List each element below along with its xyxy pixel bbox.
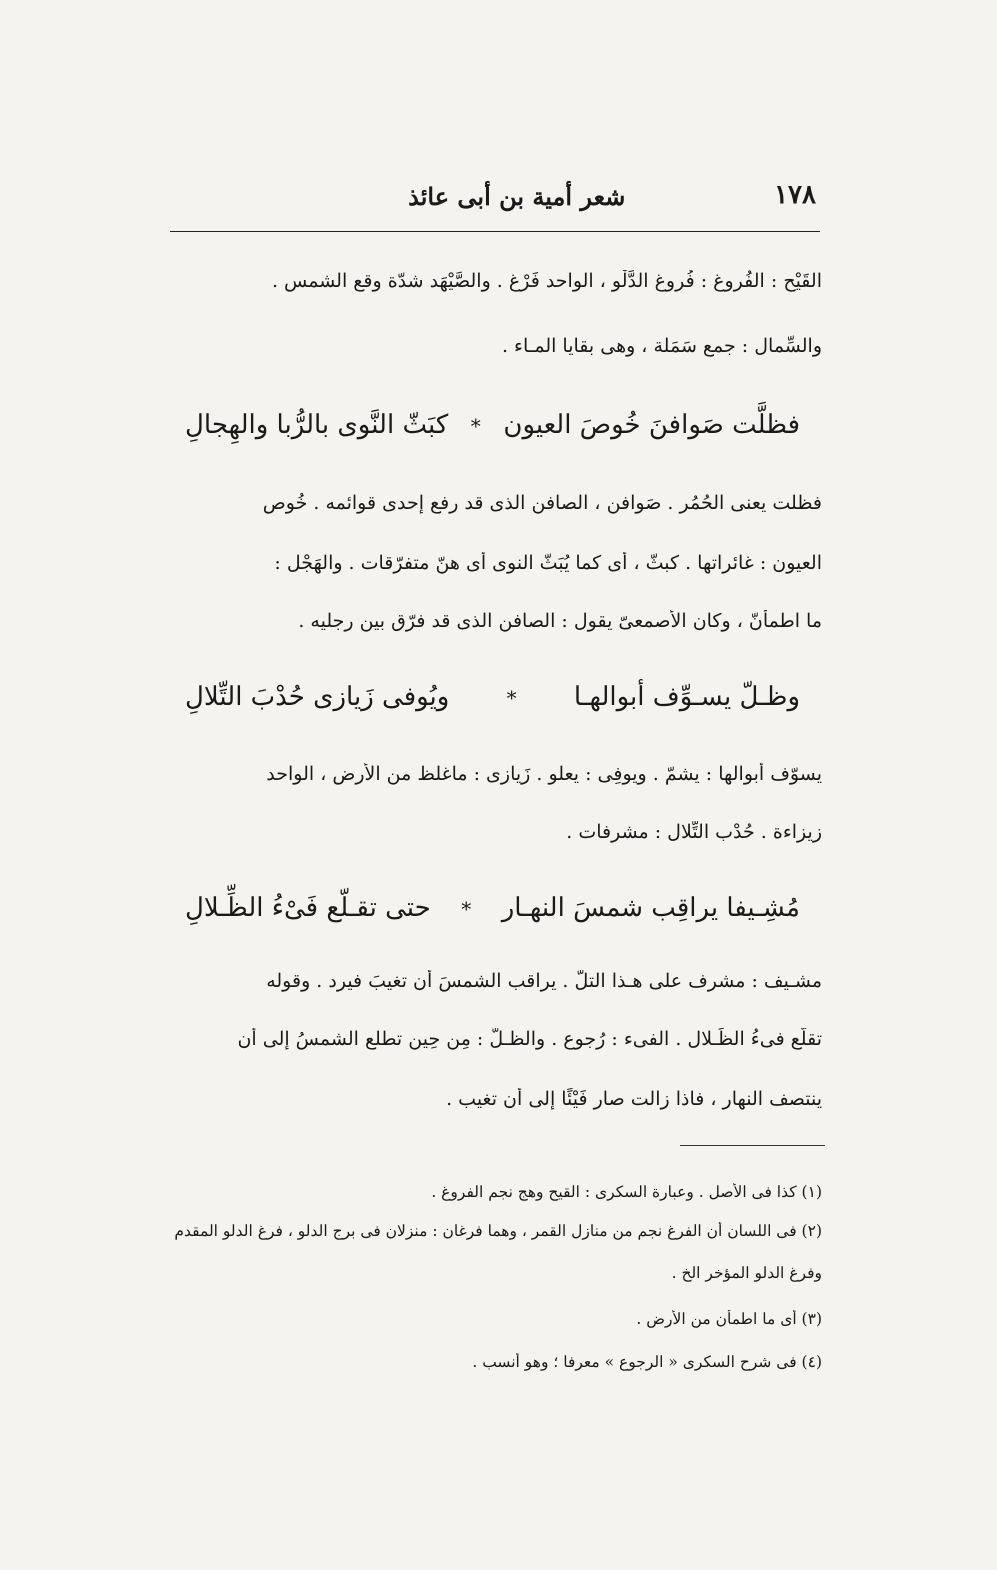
commentary-line: ما اطمأنّ ، وكان الأصمعىّ يقول : الصافن الذى قد فرّق بين رجليه .	[298, 610, 822, 632]
commentary-line: يسوّف أبوالها : يشمّ . ويوفِى : يعلو . زَيازِى : ماغلظ من الأرض ، الواحد	[266, 763, 822, 785]
footnote: (١) كذا فى الأصل . وعبارة السكرى : القيح وهج نجم الفروغ .	[431, 1183, 822, 1201]
verse-line	[185, 410, 800, 440]
commentary-line: والسِّمال : جمع سَمَلة ، وهى بقايا المـاء .	[501, 335, 822, 357]
verse-line	[185, 682, 800, 712]
page-header	[170, 178, 820, 228]
verse-line	[185, 893, 800, 923]
commentary-line: زِيزاءة . حُدْب التِّلال : مشرفات .	[566, 821, 822, 843]
header-rule	[170, 231, 820, 232]
verse-separator: *	[506, 686, 517, 710]
verse-first-hemistich: وظـلّ يسـوِّف أبوالهـا	[573, 682, 800, 712]
verse-first-hemistich: فظلَّت صَوافنَ خُوصَ العيون	[503, 410, 800, 440]
running-title: شعر أمية بن أبى عائذ	[408, 182, 626, 211]
commentary-line: تقلّع فىءُ الظِّـلال . الفىء : رُجوع . والظـلّ : مِن حِين تطلع الشمسُ إلى أن	[237, 1028, 822, 1050]
verse-second-hemistich: حتى تقـلّع فَىْءُ الظِّـلالِ	[185, 893, 431, 923]
verse-separator: *	[461, 897, 472, 921]
commentary-line: العيون : غائراتها . كبثّ ، أى كما يُبَثّ النوى أى هنّ متفرّقات . والهَجْل :	[274, 552, 822, 574]
commentary-line: مشـيف : مشرف على هـذا التلّ . يراقب الشمسَ أن تغيبَ فيرِد . وقوله	[266, 970, 822, 992]
commentary-line: فظلت يعنى الحُمُر . صَوافن ، الصافن الذى قد رفع إحدى قوائمه . خُوص	[262, 492, 822, 514]
verse-first-hemistich: مُشِـيفا يراقِب شمسَ النهـار	[501, 893, 800, 923]
footnote: (٣) أى ما اطمأن من الأرض .	[636, 1310, 822, 1328]
page-number: ١٧٨	[774, 180, 816, 210]
verse-second-hemistich: ويُوفى زَيازى حُدْبَ التِّلالِ	[185, 682, 450, 712]
verse-second-hemistich: كبَثّ النَّوى بالرُّبا والهِجالِ	[185, 410, 449, 440]
footnote: (٤) فى شرح السكرى « الرجوع » معرفا ؛ وهو أنسب .	[472, 1353, 822, 1371]
verse-separator: *	[470, 414, 481, 438]
footnote-rule	[680, 1145, 825, 1146]
footnote-continuation: وفرغ الدلو المؤخر الخ .	[671, 1264, 822, 1282]
commentary-line: القَيْح : الفُروغ : فُروغ الدَّلْو ، الواحد فَرْغ . والصَّيْهَد شدّة وقع الشمس .	[271, 270, 822, 292]
commentary-line: ينتصف النهار ، فاذا زالت صار فَيْئًا إلى أن تغيب .	[446, 1088, 822, 1110]
footnote: (٢) فى اللسان أن الفرغ نجم من منازل القمر ، وهما فرغان : منزلان فى برج الدلو ، فرغ الدلو المقدم	[174, 1222, 822, 1240]
